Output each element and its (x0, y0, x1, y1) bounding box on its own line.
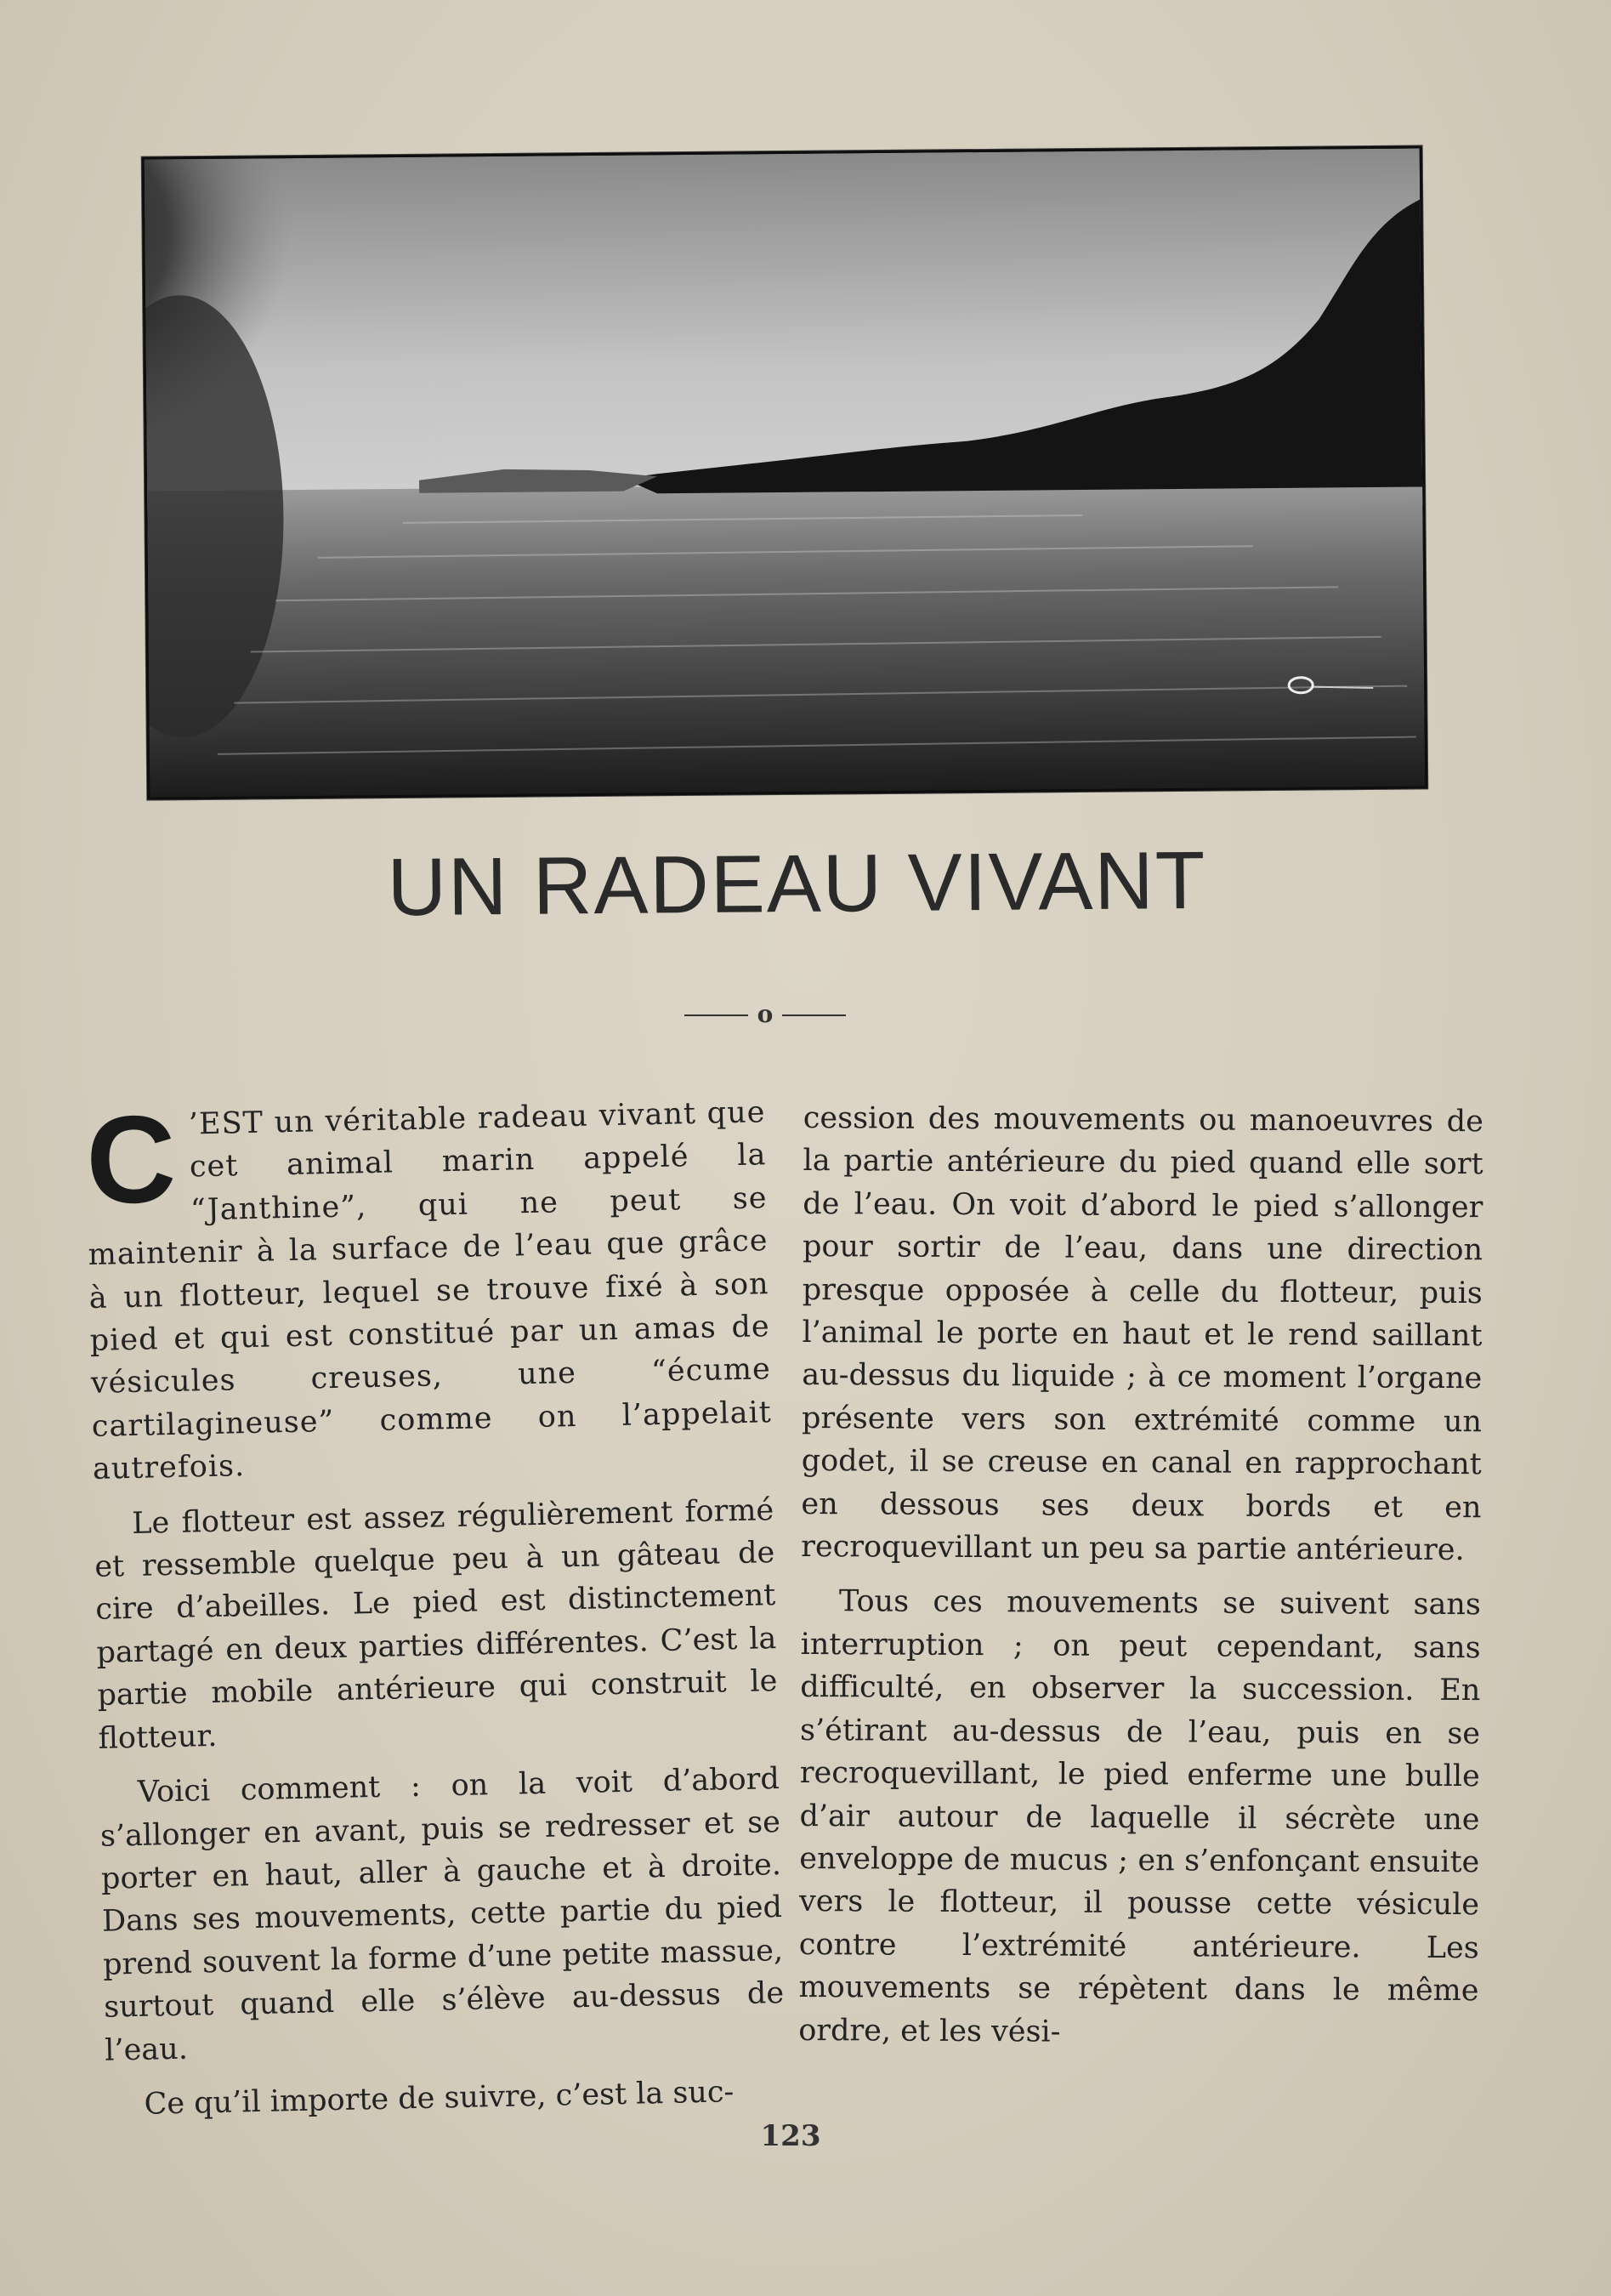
page-number: 123 (760, 2119, 821, 2153)
halftone-photo-lake-shore (142, 145, 1428, 799)
paragraph-3: Voici comment : on la voit d’abord s’allonger en avant, puis se redresser et se porter en haut, aller à gauche et à droite. Dans ses mouvements, cette partie du pied prend souvent la forme d’une petite massue, surtout quand elle s’élève au-dessus de l’eau. (99, 1762, 785, 2068)
left-column (84, 1088, 786, 2139)
ornament-glyph: o (757, 1002, 774, 1027)
paragraph-4: Ce qu’il importe de suivre, c’est la suc- (144, 2075, 735, 2122)
right-column (798, 1097, 1483, 2067)
drop-cap: C (84, 1088, 178, 1230)
title-ornament (676, 1002, 854, 1027)
paragraph-5: cession des mouvements ou manoeuvres de la partie antérieure du pied quand elle sort de l’eau. On voit d’abord le pied s’allonger pour sortir de l’eau, dans une direction presque opposée à celle du flotteur, puis l’animal le porte en haut et le rend saillant au-dessus du liquide ; à ce moment l’organe présente vers son extrémité comme un godet, il se creuse en canal en rapprochant en dessous ses deux bords et en recroquevillant un peu sa partie antérieure. (801, 1100, 1483, 1568)
paragraph-2: Le flotteur est assez régulièrement formé et ressemble quelque peu à un gâteau de cire d’abeilles. Le pied est distinctement partagé en deux parties différentes. C’est la partie mobile antérieure qui construit le flotteur. (94, 1492, 778, 1756)
paragraph-1 (84, 1088, 773, 1491)
paragraph-6: Tous ces mouvements se suivent sans interruption ; on peut cependant, sans difficulté, en observer la succession. En s’étirant au-dessus de l’eau, puis en se recroquevillant, le pied enferme une bulle d’air autour de laquelle il sécrète une enveloppe de mucus ; en s’enfonçant ensuite vers le flotteur, il pousse cette vésicule contre l’extrémité antérieure. Les mouvements se répètent dans le même ordre, et les vési- (798, 1584, 1481, 2049)
article-title: UN RADEAU VIVANT (387, 834, 1207, 934)
paragraph-1-text: ’EST un véritable radeau vivant que cet animal marin appelé la “Janthine”, qui ne peut se maintenir à la surface de l’eau que grâce à un flotteur, lequel se trouve fixé à son pied et qui est constitué par un amas de vésicules creuses, une “écume cartilagineuse” comme on l’appelait autrefois. (88, 1095, 773, 1487)
